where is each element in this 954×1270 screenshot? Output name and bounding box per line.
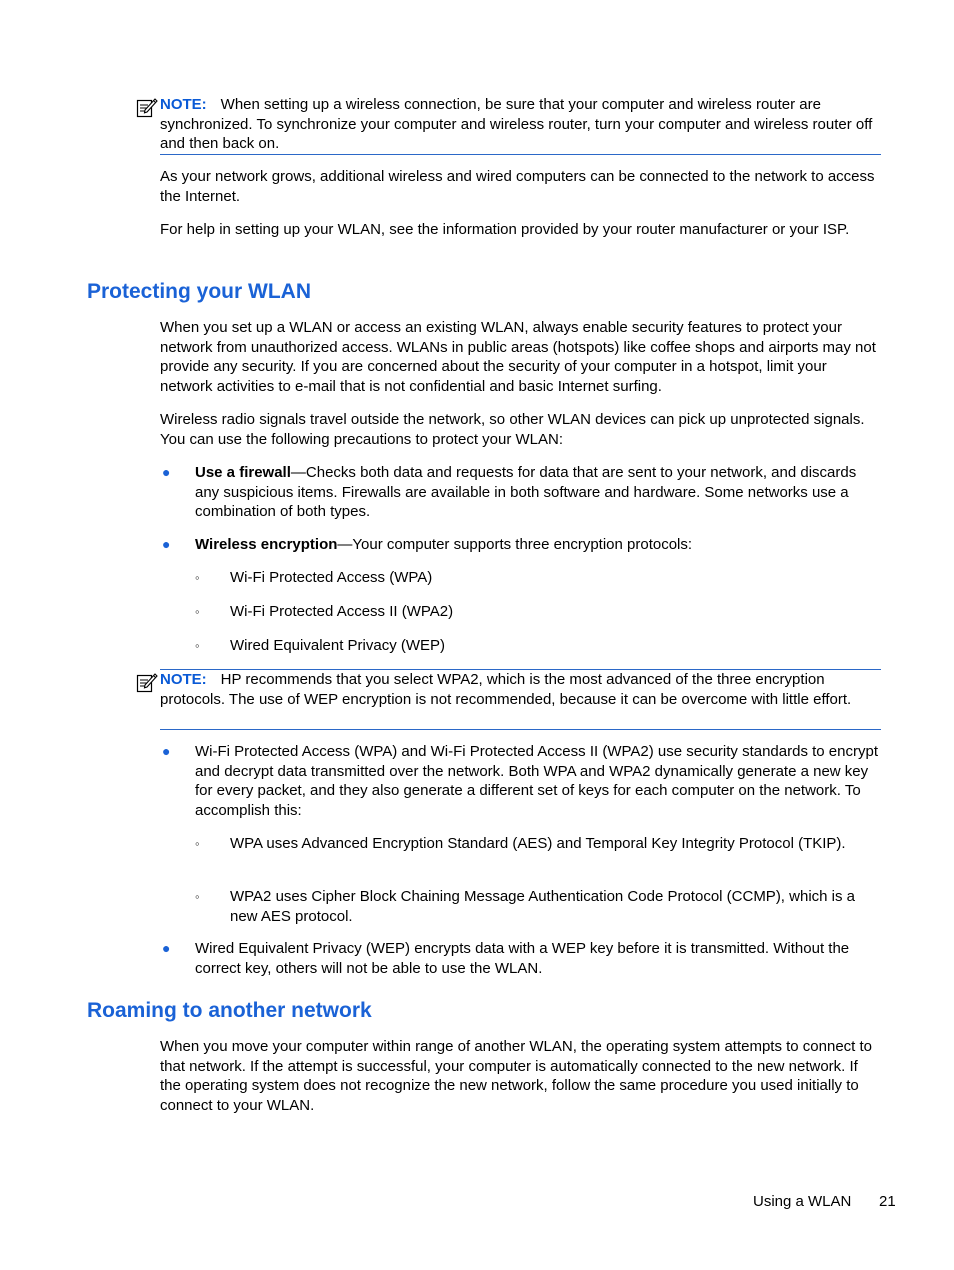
bullet-icon: ● — [162, 536, 171, 552]
list-item — [195, 535, 879, 555]
sub-list-item: WPA2 uses Cipher Block Chaining Message Authentication Code Protocol (CCMP), which is a new AES protocol. — [230, 888, 856, 925]
note-pencil-icon — [136, 96, 158, 118]
note-2 — [160, 670, 882, 709]
note-pencil-icon — [136, 671, 158, 693]
list-item-text: —Checks both data and requests for data that are sent to your network, and discards any suspicious items. Firewalls are available in both software and hardware. Some networks use a combination of both types. — [195, 464, 857, 520]
list-item-bold: Use a firewall — [195, 464, 291, 481]
note-divider — [160, 729, 881, 730]
footer-section-name: Using a WLAN — [753, 1193, 852, 1210]
list-item-text: —Your computer supports three encryption protocols: — [337, 536, 693, 553]
note-label: NOTE: — [160, 96, 207, 113]
section-heading-roaming: Roaming to another network — [87, 999, 372, 1022]
section-heading-protecting-wlan: Protecting your WLAN — [87, 280, 311, 303]
list-item: Wi-Fi Protected Access (WPA) and Wi-Fi Protected Access II (WPA2) use security standards to encrypt and decrypt data transmitted over the network. Both WPA and WPA2 dynamically generate a new key for every packet, and they also generate a different set of keys for each computer on the network. To accomplish this: — [195, 743, 878, 819]
footer-page-number: 21 — [879, 1193, 896, 1210]
note-text: HP recommends that you select WPA2, which is the most advanced of the three encryption protocols. The use of WEP encryption is not recommended, because it can be overcome with little effort. — [160, 671, 852, 708]
sub-list-item: Wi-Fi Protected Access II (WPA2) — [230, 603, 454, 620]
sub-bullet-icon: ◦ — [195, 836, 200, 851]
list-item: Wired Equivalent Privacy (WEP) encrypts data with a WEP key before it is transmitted. Without the correct key, others will not be able to use the WLAN. — [195, 940, 850, 977]
paragraph: As your network grows, additional wireless and wired computers can be connected to the network to access the Internet. — [160, 168, 875, 205]
sub-list-item: Wi-Fi Protected Access (WPA) — [230, 569, 433, 586]
bullet-icon: ● — [162, 743, 171, 759]
list-item-bold: Wireless encryption — [195, 536, 338, 553]
sub-bullet-icon: ◦ — [195, 638, 200, 653]
sub-list-item: Wired Equivalent Privacy (WEP) — [230, 637, 446, 654]
note-divider — [160, 154, 881, 155]
note-label: NOTE: — [160, 671, 207, 688]
paragraph: When you set up a WLAN or access an existing WLAN, always enable security features to protect your network from unauthorized access. WLANs in public areas (hotspots) like coffee shops and airports may not provide any security. If you are concerned about the security of your computer in a hotspot, limit your network activities to e-mail that is not confidential and basic Internet surfing. — [160, 319, 876, 395]
note-text: When setting up a wireless connection, be sure that your computer and wireless router are synchronized. To synchronize your computer and wireless router, turn your computer and wireless router off and then back on. — [160, 96, 873, 152]
paragraph: When you move your computer within range of another WLAN, the operating system attempts to connect to that network. If the attempt is successful, your computer is automatically connected to the new network. If the operating system does not recognize the new network, follow the same procedure you used initially to connect to your WLAN. — [160, 1038, 873, 1114]
sub-bullet-icon: ◦ — [195, 889, 200, 904]
paragraph: For help in setting up your WLAN, see the information provided by your router manufacturer or your ISP. — [160, 221, 850, 238]
bullet-icon: ● — [162, 940, 171, 956]
sub-bullet-icon: ◦ — [195, 604, 200, 619]
paragraph: Wireless radio signals travel outside the network, so other WLAN devices can pick up unprotected signals. You can use the following precautions to protect your WLAN: — [160, 411, 865, 448]
bullet-icon: ● — [162, 464, 171, 480]
note-1 — [160, 95, 882, 154]
sub-bullet-icon: ◦ — [195, 570, 200, 585]
sub-list-item: WPA uses Advanced Encryption Standard (AES) and Temporal Key Integrity Protocol (TKIP). — [230, 835, 846, 852]
list-item — [195, 463, 879, 522]
